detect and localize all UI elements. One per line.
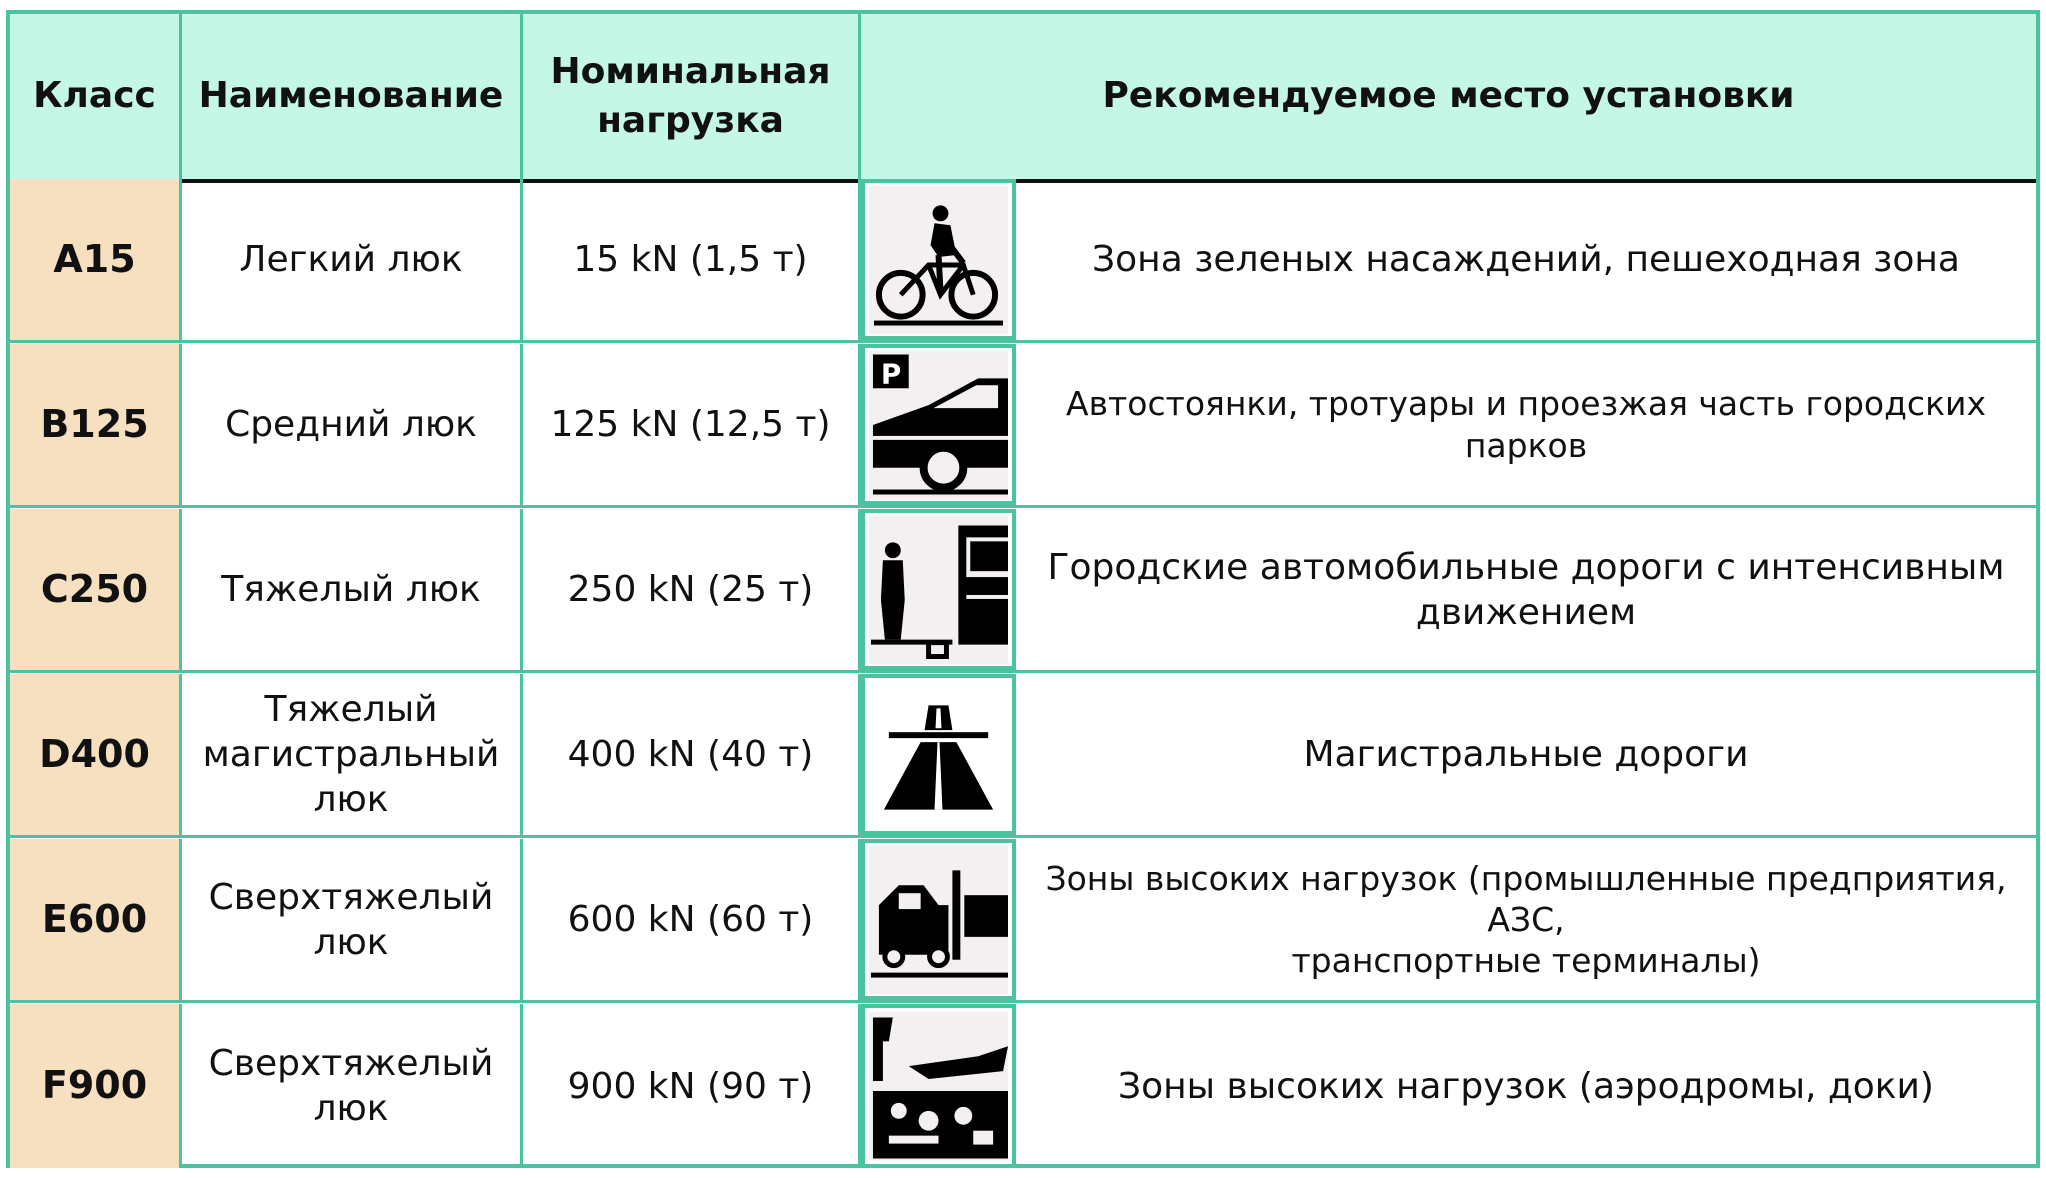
class-cell: A15 — [10, 179, 182, 340]
header-class: Класс — [10, 14, 182, 179]
name-cell: Легкий люк — [182, 179, 523, 340]
bicycle-icon — [861, 179, 1016, 340]
load-cell: 15 kN (1,5 т) — [523, 179, 861, 340]
class-cell: E600 — [10, 839, 182, 1000]
place-cell: Зона зеленых насаждений, пешеходная зона — [1092, 239, 1960, 280]
place-cell: Магистральные дороги — [1303, 734, 1749, 775]
svg-text:P: P — [880, 356, 902, 390]
class-cell: C250 — [10, 509, 182, 670]
name-line: Сверхтяжелый — [208, 876, 494, 918]
load-cell: 125 kN (12,5 т) — [523, 344, 861, 505]
class-cell: D400 — [10, 674, 182, 835]
forklift-icon — [861, 839, 1016, 1000]
place-cell: Зоны высоких нагрузок (аэродромы, доки) — [1118, 1065, 1934, 1107]
name-line: Сверхтяжелый — [208, 1043, 494, 1084]
load-cell: 900 kN (90 т) — [523, 1004, 861, 1168]
name-cell — [182, 674, 523, 835]
header-place: Рекомендуемое место установки — [1102, 75, 1795, 117]
name-line: Тяжелый — [264, 689, 438, 730]
name-cell: Средний люк — [182, 344, 523, 505]
header-load-line1: Номинальная — [550, 50, 831, 92]
table-row — [10, 509, 2036, 673]
header-name: Наименование — [182, 14, 523, 179]
class-cell: B125 — [10, 344, 182, 505]
place-cell: Городские автомобильные дороги с интенсивным движением — [1047, 546, 2005, 633]
name-line: люк — [313, 921, 389, 963]
header-load — [523, 14, 861, 179]
table-row — [10, 839, 2036, 1003]
name-line: люк — [313, 1088, 389, 1129]
airport-dock-icon — [861, 1004, 1016, 1168]
table-header — [10, 14, 2036, 183]
table-row — [10, 1004, 2036, 1168]
load-cell: 400 kN (40 т) — [523, 674, 861, 835]
table-row — [10, 344, 2036, 508]
name-cell — [182, 1004, 523, 1168]
name-cell — [182, 839, 523, 1000]
header-load-line2: нагрузка — [597, 99, 784, 141]
place-cell — [1016, 839, 2036, 1000]
name-line: магистральный — [202, 734, 500, 775]
load-cell: 250 kN (25 т) — [523, 509, 861, 670]
pedestrian-truck-icon — [861, 509, 1016, 670]
parking-car-icon — [861, 344, 1016, 505]
class-cell: F900 — [10, 1004, 182, 1168]
name-cell: Тяжелый люк — [182, 509, 523, 670]
place-line: транспортные терминалы) — [1291, 941, 1761, 981]
load-cell: 600 kN (60 т) — [523, 839, 861, 1000]
highway-icon — [861, 674, 1016, 835]
place-line: Зоны высоких нагрузок (промышленные предприятия, АЗС, — [1045, 858, 2007, 939]
table-row — [10, 674, 2036, 838]
table-row — [10, 179, 2036, 343]
load-class-table — [6, 10, 2040, 1168]
name-line: люк — [313, 779, 389, 820]
place-cell: Автостоянки, тротуары и проезжая часть городских парков — [1066, 384, 1986, 465]
